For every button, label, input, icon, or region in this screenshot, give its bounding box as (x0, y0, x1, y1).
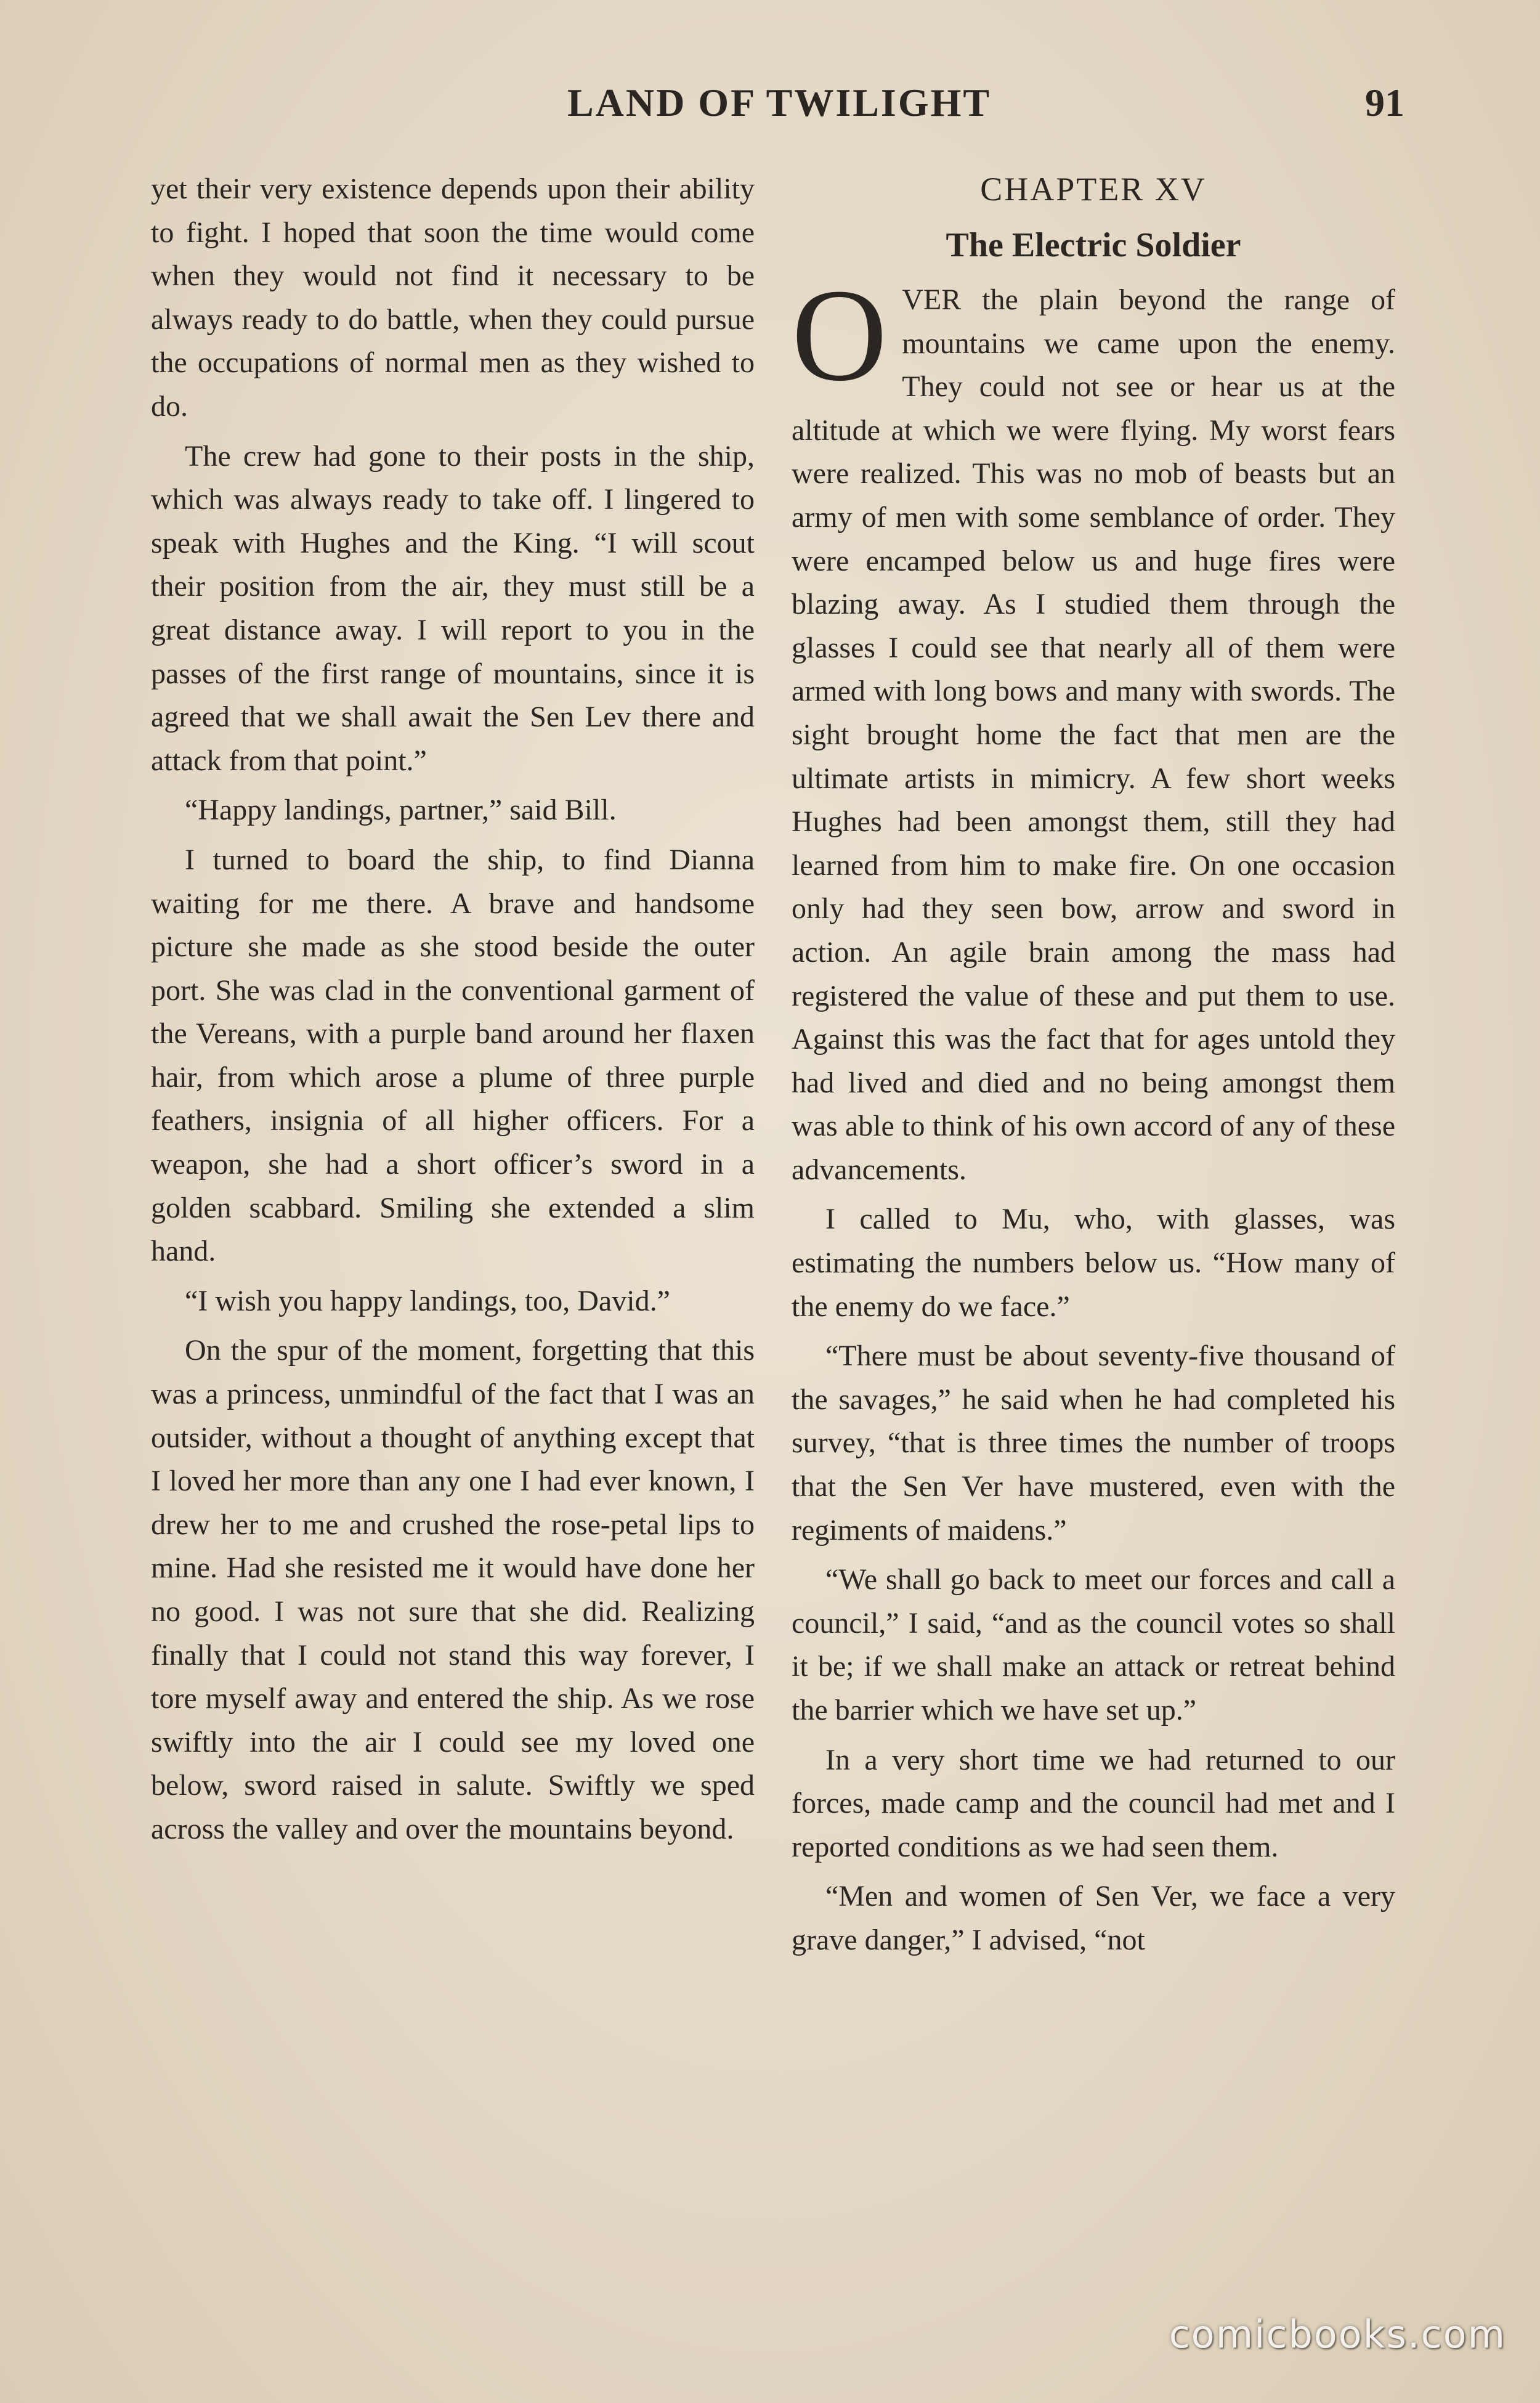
watermark: comicbooks.com (1169, 2312, 1506, 2357)
paragraph: The crew had gone to their posts in the ship, which was always ready to take off. I lingered to speak with Hughes and the King. “I will scout their position from the air, they must still be a great distance away. I will report to you in the passes of the first range of mountains, since it is agreed that we shall await the Sen Lev there and attack from that point.” (151, 439, 755, 777)
paragraph: “I wish you happy landings, too, David.” (185, 1284, 670, 1317)
left-column (151, 168, 755, 1858)
paragraph: “Happy landings, partner,” said Bill. (185, 794, 617, 827)
page-number: 91 (1365, 81, 1404, 124)
paragraph: yet their very existence depends upon their ability to fight. I hoped that soon the time would come when they would not find it necessary to be always ready to do battle, when they could pursue the occupations of normal men as they wished to do. (151, 173, 755, 423)
chapter-number: CHAPTER XV (980, 171, 1207, 208)
right-column (792, 168, 1395, 1969)
opening-text: VER the plain beyond the range of mountains we came upon the enemy. They could not see or hear us at the altitude at which we were flying. My worst fears were realized. This was no mob of beasts but an army of men with some semblance of order. They were encamped below us and huge fires were blazing away. As I studied them through the glasses I could see that nearly all of them were armed with long bows and many with swords. The sight brought home the fact that men are the ultimate artists in mimicry. A few short weeks Hughes had been amongst them, still they had learned from him to make fire. On one occasion only had they seen bow, arrow and sword in action. An agile brain among the mass had registered the value of these and put them to use. Against this was the fact that for ages untold they had lived and died and no being amongst them was able to think of his own accord of any of these advancements. (792, 283, 1395, 1186)
chapter-title: The Electric Soldier (946, 226, 1241, 264)
paragraph-opening (792, 261, 1395, 1192)
paragraph: I called to Mu, who, with glasses, was estimating the numbers below us. “How many of the enemy do we face.” (792, 1203, 1395, 1323)
running-head (154, 80, 1404, 129)
paragraph: On the spur of the moment, forgetting that this was a princess, unmindful of the fact that I was an outsider, without a thought of anything except that I loved her more than any one I had ever known, I drew her to me and crushed the rose-petal lips to mine. Had she resisted me it would have done her no good. I was not sure that she did. Realizing finally that I could not stand this way forever, I tore myself away and entered the ship. As we rose swiftly into the air I could see my loved one below, sword raised in salute. Swiftly we sped across the valley and over the mountains beyond. (151, 1334, 755, 1845)
paragraph: “We shall go back to meet our forces and call a council,” I said, “and as the council votes so shall it be; if we shall make an attack or retreat behind the barrier which we have set up.” (792, 1563, 1395, 1726)
paragraph: I turned to board the ship, to find Dianna waiting for me there. A brave and handsome picture she made as she stood beside the outer port. She was clad in the conventional garment of the Vereans, with a purple band around her flaxen hair, from which arose a plume of three purple feathers, insignia of all higher officers. For a weapon, she had a short officer’s sword in a golden scabbard. Smiling she extended a slim hand. (151, 843, 755, 1268)
paragraph: “There must be about seventy-five thousand of the savages,” he said when he had completed his survey, “that is three times the number of troops that the Sen Ver have mustered, even with the regiments of maidens.” (792, 1340, 1395, 1547)
drop-cap: O (792, 261, 888, 409)
paragraph: “Men and women of Sen Ver, we face a very grave danger,” I advised, “not (792, 1880, 1395, 1956)
paragraph: In a very short time we had returned to our forces, made camp and the council had met and I reported conditions as we had seen them. (792, 1743, 1395, 1863)
running-title: LAND OF TWILIGHT (567, 81, 992, 124)
